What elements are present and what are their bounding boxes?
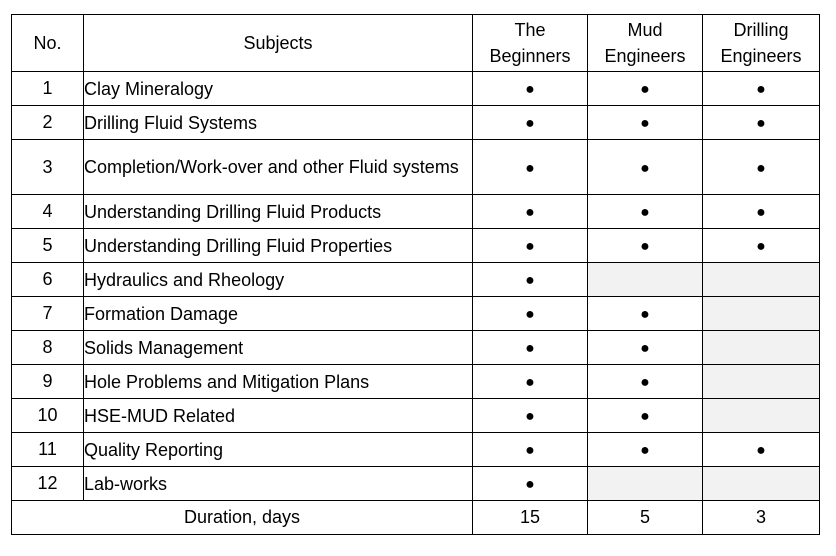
row-number: 10 — [12, 399, 84, 433]
mud-cell-empty — [588, 263, 703, 297]
drilling-cell-empty — [703, 365, 820, 399]
bullet-icon: ● — [640, 408, 650, 425]
table-row — [12, 195, 820, 229]
beginners-cell — [473, 195, 588, 229]
bullet-icon: ● — [525, 306, 535, 323]
bullet-icon: ● — [756, 81, 766, 98]
mud-cell — [588, 106, 703, 140]
mud-cell — [588, 331, 703, 365]
bullet-icon: ● — [640, 442, 650, 459]
subject-cell: Understanding Drilling Fluid Products — [84, 195, 473, 229]
header-drilling-line1: Drilling — [733, 20, 789, 40]
header-beginners-line2: Beginners — [489, 46, 571, 66]
bullet-icon: ● — [640, 238, 650, 255]
table-row — [12, 106, 820, 140]
bullet-icon: ● — [525, 115, 535, 132]
bullet-icon: ● — [525, 204, 535, 221]
row-number: 2 — [12, 106, 84, 140]
bullet-icon: ● — [640, 340, 650, 357]
table-row — [12, 263, 820, 297]
row-number: 12 — [12, 467, 84, 501]
duration-row — [12, 501, 820, 535]
duration-drilling: 3 — [703, 501, 820, 535]
drilling-cell — [703, 140, 820, 195]
beginners-cell — [473, 140, 588, 195]
duration-beginners: 15 — [473, 501, 588, 535]
beginners-cell — [473, 72, 588, 106]
table-row — [12, 365, 820, 399]
header-row — [12, 15, 820, 72]
bullet-icon: ● — [756, 442, 766, 459]
header-drilling-engineers — [703, 15, 820, 72]
subject-cell: Quality Reporting — [84, 433, 473, 467]
drilling-cell — [703, 106, 820, 140]
mud-cell-empty — [588, 467, 703, 501]
subject-cell: Solids Management — [84, 331, 473, 365]
bullet-icon: ● — [640, 306, 650, 323]
mud-cell — [588, 433, 703, 467]
subject-cell: Understanding Drilling Fluid Properties — [84, 229, 473, 263]
drilling-cell — [703, 72, 820, 106]
bullet-icon: ● — [756, 115, 766, 132]
row-number: 6 — [12, 263, 84, 297]
drilling-cell — [703, 195, 820, 229]
beginners-cell — [473, 365, 588, 399]
table-row — [12, 229, 820, 263]
table-row — [12, 399, 820, 433]
table-row — [12, 433, 820, 467]
row-number: 8 — [12, 331, 84, 365]
mud-cell — [588, 72, 703, 106]
subject-cell: Lab-works — [84, 467, 473, 501]
bullet-icon: ● — [640, 115, 650, 132]
bullet-icon: ● — [525, 81, 535, 98]
bullet-icon: ● — [525, 476, 535, 493]
training-matrix-table — [11, 14, 820, 535]
bullet-icon: ● — [640, 374, 650, 391]
bullet-icon: ● — [525, 374, 535, 391]
subject-cell: Drilling Fluid Systems — [84, 106, 473, 140]
duration-mud: 5 — [588, 501, 703, 535]
mud-cell — [588, 399, 703, 433]
beginners-cell — [473, 229, 588, 263]
table-row — [12, 297, 820, 331]
table-row — [12, 331, 820, 365]
bullet-icon: ● — [525, 159, 535, 177]
drilling-cell — [703, 433, 820, 467]
header-subjects: Subjects — [84, 15, 473, 72]
header-drilling-line2: Engineers — [720, 46, 802, 66]
mud-cell — [588, 195, 703, 229]
bullet-icon: ● — [525, 238, 535, 255]
row-number: 3 — [12, 140, 84, 195]
bullet-icon: ● — [640, 204, 650, 221]
header-no: No. — [12, 15, 84, 72]
subject-cell: Completion/Work-over and other Fluid systems — [84, 140, 473, 195]
row-number: 9 — [12, 365, 84, 399]
bullet-icon: ● — [756, 238, 766, 255]
drilling-cell-empty — [703, 331, 820, 365]
bullet-icon: ● — [525, 272, 535, 289]
bullet-icon: ● — [525, 442, 535, 459]
drilling-cell-empty — [703, 467, 820, 501]
drilling-cell — [703, 229, 820, 263]
bullet-icon: ● — [756, 204, 766, 221]
subject-cell: Hole Problems and Mitigation Plans — [84, 365, 473, 399]
header-mud-engineers — [588, 15, 703, 72]
row-number: 7 — [12, 297, 84, 331]
bullet-icon: ● — [640, 81, 650, 98]
row-number: 1 — [12, 72, 84, 106]
header-beginners-line1: The — [514, 20, 546, 40]
header-mud-line2: Engineers — [604, 46, 686, 66]
bullet-icon: ● — [525, 408, 535, 425]
mud-cell — [588, 365, 703, 399]
mud-cell — [588, 297, 703, 331]
subject-cell: HSE-MUD Related — [84, 399, 473, 433]
subject-cell: Hydraulics and Rheology — [84, 263, 473, 297]
row-number: 11 — [12, 433, 84, 467]
header-beginners — [473, 15, 588, 72]
drilling-cell-empty — [703, 263, 820, 297]
subject-cell: Clay Mineralogy — [84, 72, 473, 106]
bullet-icon: ● — [640, 159, 650, 177]
beginners-cell — [473, 433, 588, 467]
beginners-cell — [473, 297, 588, 331]
beginners-cell — [473, 263, 588, 297]
duration-label: Duration, days — [12, 501, 473, 535]
table-row — [12, 72, 820, 106]
beginners-cell — [473, 106, 588, 140]
beginners-cell — [473, 467, 588, 501]
beginners-cell — [473, 399, 588, 433]
row-number: 4 — [12, 195, 84, 229]
drilling-cell-empty — [703, 399, 820, 433]
bullet-icon: ● — [525, 340, 535, 357]
drilling-cell-empty — [703, 297, 820, 331]
subject-cell: Formation Damage — [84, 297, 473, 331]
row-number: 5 — [12, 229, 84, 263]
header-mud-line1: Mud — [627, 20, 663, 40]
table-row — [12, 140, 820, 195]
mud-cell — [588, 140, 703, 195]
table-row — [12, 467, 820, 501]
beginners-cell — [473, 331, 588, 365]
bullet-icon: ● — [756, 159, 766, 177]
mud-cell — [588, 229, 703, 263]
